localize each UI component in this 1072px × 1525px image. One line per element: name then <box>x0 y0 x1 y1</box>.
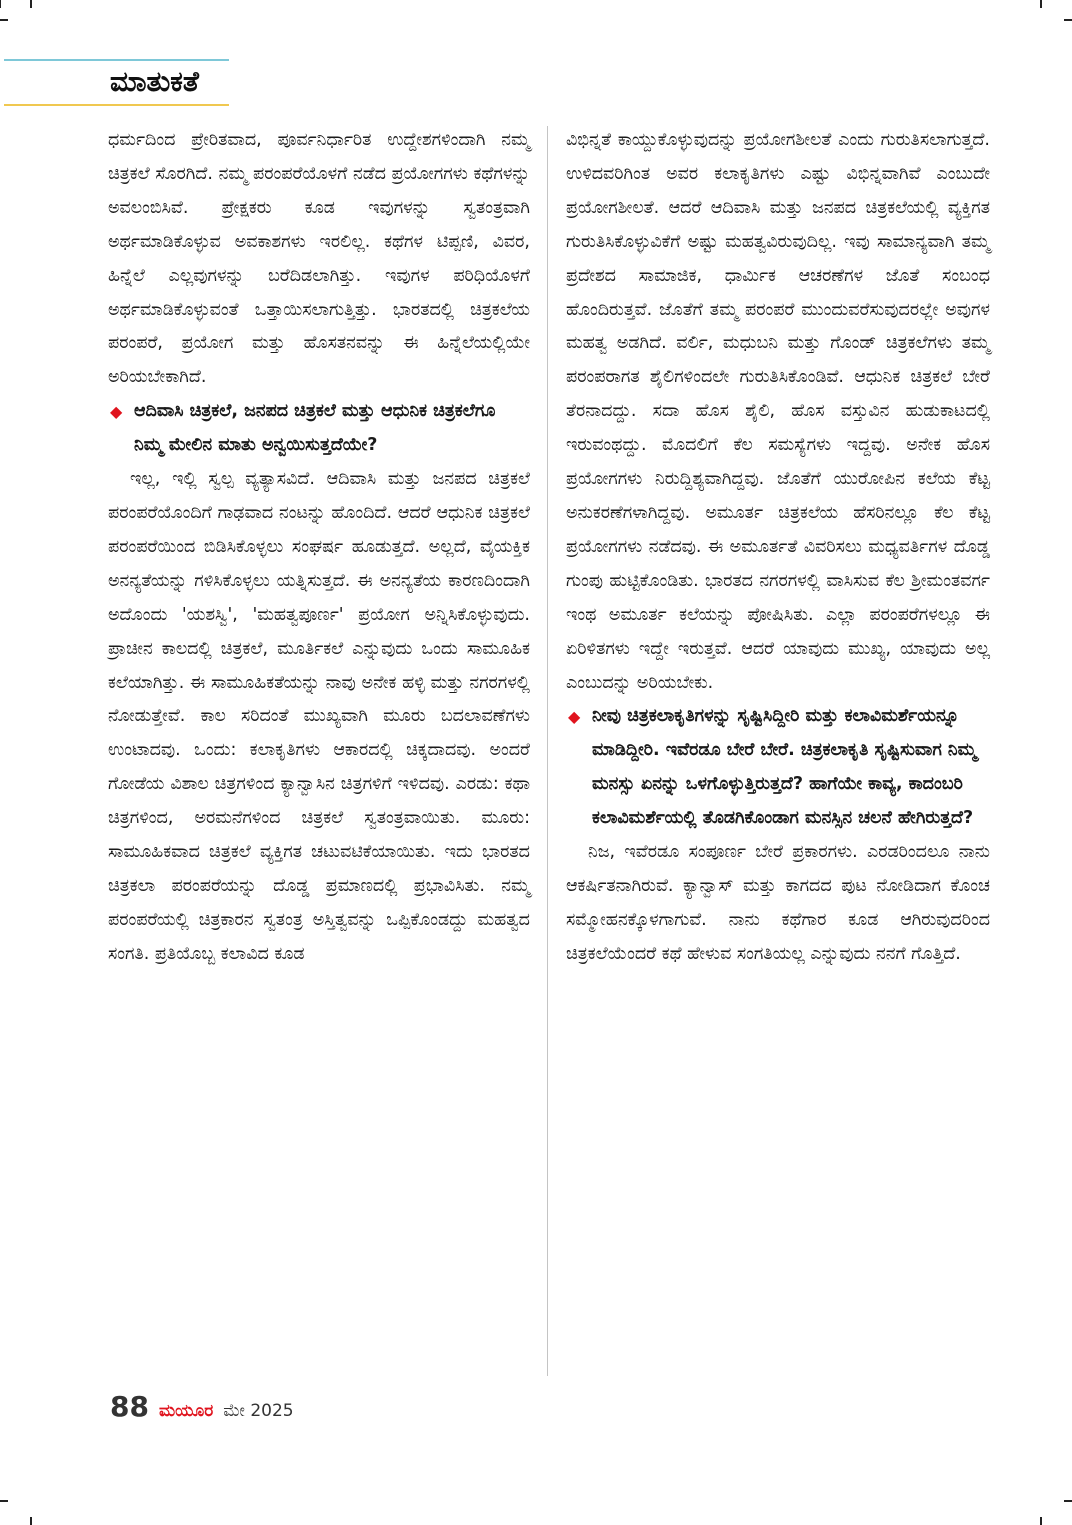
left-paragraph-1: ಧರ್ಮದಿಂದ ಪ್ರೇರಿತವಾದ, ಪೂರ್ವನಿರ್ಧಾರಿತ ಉದ್ದೇಶಗಳಿಂದಾಗಿ ನಮ್ಮ ಚಿತ್ರಕಲೆ ಸೊರಗಿದೆ. ನಮ್ಮ ಪರಂಪರೆಯೊಳಗೆ ನಡೆದ ಪ್ರಯೋಗಗಳು ಕಥೆಗಳನ್ನು ಅವಲಂಬಿಸಿವೆ. ಪ್ರೇಕ್ಷಕರು ಕೂಡ ಇವುಗಳನ್ನು ಸ್ವತಂತ್ರವಾಗಿ ಅರ್ಥಮಾಡಿಕೊಳ್ಳುವ ಅವಕಾಶಗಳು ಇರಲಿಲ್ಲ. ಕಥೆಗಳ ಟಿಪ್ಪಣಿ, ವಿವರ, ಹಿನ್ನೆಲೆ ಎಲ್ಲವುಗಳನ್ನು ಬರೆದಿಡಲಾಗಿತ್ತು. ಇವುಗಳ ಪರಿಧಿಯೊಳಗೆ ಅರ್ಥಮಾಡಿಕೊಳ್ಳುವಂತೆ ಒತ್ತಾಯಿಸಲಾಗುತ್ತಿತ್ತು. ಭಾರತದಲ್ಲಿ ಚಿತ್ರಕಲೆಯ ಪರಂಪರೆ, ಪ್ರಯೋಗ ಮತ್ತು ಹೊಸತನವನ್ನು ಈ ಹಿನ್ನೆಲೆಯಲ್ಲಿಯೇ ಅರಿಯಬೇಕಾಗಿದೆ. <box>108 130 530 388</box>
crop-mark <box>30 1517 32 1525</box>
right-paragraph-1: ವಿಭಿನ್ನತೆ ಕಾಯ್ದುಕೊಳ್ಳುವುದನ್ನು ಪ್ರಯೋಗಶೀಲತೆ ಎಂದು ಗುರುತಿಸಲಾಗುತ್ತದೆ. ಉಳಿದವರಿಗಿಂತ ಅವರ ಕಲಾಕೃತಿಗಳು ಎಷ್ಟು ವಿಭಿನ್ನವಾಗಿವೆ ಎಂಬುದೇ ಪ್ರಯೋಗಶೀಲತೆ. ಆದರೆ ಆದಿವಾಸಿ ಮತ್ತು ಜನಪದ ಚಿತ್ರಕಲೆಯಲ್ಲಿ ವ್ಯಕ್ತಿಗತ ಗುರುತಿಸಿಕೊಳ್ಳುವಿಕೆಗೆ ಅಷ್ಟು ಮಹತ್ವವಿರುವುದಿಲ್ಲ. ಇವು ಸಾಮಾನ್ಯವಾಗಿ ತಮ್ಮ ಪ್ರದೇಶದ ಸಾಮಾಜಿಕ, ಧಾರ್ಮಿಕ ಆಚರಣೆಗಳ ಜೊತೆ ಸಂಬಂಧ ಹೊಂದಿರುತ್ತವೆ. ಜೊತೆಗೆ ತಮ್ಮ ಪರಂಪರೆ ಮುಂದುವರೆಸುವುದರಲ್ಲೇ ಅವುಗಳ ಮಹತ್ವ ಅಡಗಿದೆ. ವರ್ಲಿ, ಮಧುಬನಿ ಮತ್ತು ಗೊಂಡ್ ಚಿತ್ರಕಲೆಗಳು ತಮ್ಮ ಪರಂಪರಾಗತ ಶೈಲಿಗಳಿಂದಲೇ ಗುರುತಿಸಿಕೊಂಡಿವೆ. ಆಧುನಿಕ ಚಿತ್ರಕಲೆ ಬೇರೆ ತೆರನಾದದ್ದು. ಸದಾ ಹೊಸ ಶೈಲಿ, ಹೊಸ ವಸ್ತುವಿನ ಹುಡುಕಾಟದಲ್ಲಿ ಇರುವಂಥದ್ದು. ಮೊದಲಿಗೆ ಕೆಲ ಸಮಸ್ಯೆಗಳು ಇದ್ದವು. ಅನೇಕ ಹೊಸ ಪ್ರಯೋಗಗಳು ನಿರುದ್ದಿಶ್ಯವಾಗಿದ್ದವು. ಜೊತೆಗೆ ಯುರೋಪಿನ ಕಲೆಯ ಕೆಟ್ಟ ಅನುಕರಣೆಗಳಾಗಿದ್ದವು. ಅಮೂರ್ತ ಚಿತ್ರಕಲೆಯ ಹೆಸರಿನಲ್ಲೂ ಕೆಲ ಕೆಟ್ಟ ಪ್ರಯೋಗಗಳು ನಡೆದವು. ಈ ಅಮೂರ್ತತೆ ವಿವರಿಸಲು ಮಧ್ಯವರ್ತಿಗಳ ದೊಡ್ಡ ಗುಂಪು ಹುಟ್ಟಿಕೊಂಡಿತು. ಭಾರತದ ನಗರಗಳಲ್ಲಿ ವಾಸಿಸುವ ಕೆಲ ಶ್ರೀಮಂತವರ್ಗ ಇಂಥ ಅಮೂರ್ತ ಕಲೆಯನ್ನು ಪೋಷಿಸಿತು. ಎಲ್ಲಾ ಪರಂಪರೆಗಳಲ್ಲೂ ಈ ಏರಿಳಿತಗಳು ಇದ್ದೇ ಇರುತ್ತವೆ. ಆದರೆ ಯಾವುದು ಮುಖ್ಯ, ಯಾವುದು ಅಲ್ಲ ಎಂಬುದನ್ನು ಅರಿಯಬೇಕು. <box>566 130 990 693</box>
crop-mark <box>1064 19 1072 21</box>
magazine-logo: ಮಯೂರ <box>158 1401 214 1421</box>
crop-mark <box>1040 0 1042 8</box>
diamond-bullet-icon: ◆ <box>110 402 123 422</box>
left-paragraph-2: ಇಲ್ಲ, ಇಲ್ಲಿ ಸ್ವಲ್ಪ ವ್ಯತ್ಯಾಸವಿದೆ. ಆದಿವಾಸಿ ಮತ್ತು ಜನಪದ ಚಿತ್ರಕಲೆ ಪರಂಪರೆಯೊಂದಿಗೆ ಗಾಢವಾದ ನಂಟನ್ನು ಹೊಂದಿದೆ. ಆದರೆ ಆಧುನಿಕ ಚಿತ್ರಕಲೆ ಪರಂಪರೆಯಿಂದ ಬಿಡಿಸಿಕೊಳ್ಳಲು ಸಂಘರ್ಷ ಹೂಡುತ್ತದೆ. ಅಲ್ಲದೆ, ವೈಯಕ್ತಿಕ ಅನನ್ಯತೆಯನ್ನು ಗಳಿಸಿಕೊಳ್ಳಲು ಯತ್ನಿಸುತ್ತದೆ. ಈ ಅನನ್ಯತೆಯ ಕಾರಣದಿಂದಾಗಿ ಅದೊಂದು 'ಯಶಸ್ವಿ', 'ಮಹತ್ವಪೂರ್ಣ' ಪ್ರಯೋಗ ಅನ್ನಿಸಿಕೊಳ್ಳುವುದು. ಪ್ರಾಚೀನ ಕಾಲದಲ್ಲಿ ಚಿತ್ರಕಲೆ, ಮೂರ್ತಿಕಲೆ ಎನ್ನುವುದು ಒಂದು ಸಾಮೂಹಿಕ ಕಲೆಯಾಗಿತ್ತು. ಈ ಸಾಮೂಹಿಕತೆಯನ್ನು ನಾವು ಅನೇಕ ಹಳ್ಳಿ ಮತ್ತು ನಗರಗಳಲ್ಲಿ ನೋಡುತ್ತೇವೆ. ಕಾಲ ಸರಿದಂತೆ ಮುಖ್ಯವಾಗಿ ಮೂರು ಬದಲಾವಣೆಗಳು ಉಂಟಾದವು. ಒಂದು: ಕಲಾಕೃತಿಗಳು ಆಕಾರದಲ್ಲಿ ಚಿಕ್ಕದಾದವು. ಅಂದರೆ ಗೋಡೆಯ ವಿಶಾಲ ಚಿತ್ರಗಳಿಂದ ಕ್ಯಾನ್ವಾಸಿನ ಚಿತ್ರಗಳಿಗೆ ಇಳಿದವು. ಎರಡು: ಕಥಾ ಚಿತ್ರಗಳಿಂದ, ಅರಮನೆಗಳಿಂದ ಚಿತ್ರಕಲೆ ಸ್ವತಂತ್ರವಾಯಿತು. ಮೂರು: ಸಾಮೂಹಿಕವಾದ ಚಿತ್ರಕಲೆ ವ್ಯಕ್ತಿಗತ ಚಟುವಟಿಕೆಯಾಯಿತು. ಇದು ಭಾರತದ ಚಿತ್ರಕಲಾ ಪರಂಪರೆಯನ್ನು ದೊಡ್ಡ ಪ್ರಮಾಣದಲ್ಲಿ ಪ್ರಭಾವಿಸಿತು. ನಮ್ಮ ಪರಂಪರೆಯಲ್ಲಿ ಚಿತ್ರಕಾರನ ಸ್ವತಂತ್ರ ಅಸ್ತಿತ್ವವನ್ನು ಒಪ್ಪಿಕೊಂಡದ್ದು ಮಹತ್ವದ ಸಂಗತಿ. ಪ್ರತಿಯೊಬ್ಬ ಕಲಾವಿದ ಕೂಡ <box>108 469 530 964</box>
issue-date: ಮೇ 2025 <box>223 1401 294 1421</box>
header-bottom-rule <box>4 104 229 106</box>
left-question <box>108 395 530 463</box>
header-top-rule <box>4 59 229 61</box>
crop-mark <box>0 0 1 8</box>
right-question-text: ನೀವು ಚಿತ್ರಕಲಾಕೃತಿಗಳನ್ನು ಸೃಷ್ಟಿಸಿದ್ದೀರಿ ಮತ್ತು ಕಲಾವಿಮರ್ಶೆಯನ್ನೂ ಮಾಡಿದ್ದೀರಿ. ಇವೆರಡೂ ಬೇರೆ ಬೇರೆ. ಚಿತ್ರಕಲಾಕೃತಿ ಸೃಷ್ಟಿಸುವಾಗ ನಿಮ್ಮ ಮನಸ್ಸು ಏನನ್ನು ಒಳಗೊಳ್ಳುತ್ತಿರುತ್ತದೆ? ಹಾಗೆಯೇ ಕಾವ್ಯ, ಕಾದಂಬರಿ ಕಲಾವಿಮರ್ಶೆಯಲ್ಲಿ ತೊಡಗಿಕೊಂಡಾಗ ಮನಸ್ಸಿನ ಚಲನೆ ಹೇಗಿರುತ್ತದೆ? <box>592 706 977 829</box>
crop-mark <box>1064 1500 1072 1502</box>
section-title: ಮಾತುಕತೆ <box>110 65 199 98</box>
diamond-bullet-icon: ◆ <box>568 707 581 727</box>
crop-mark <box>0 1500 8 1502</box>
column-divider <box>547 126 548 1376</box>
page-number: 88 <box>110 1390 149 1423</box>
left-column <box>108 124 530 972</box>
right-paragraph-2: ನಿಜ, ಇವೆರಡೂ ಸಂಪೂರ್ಣ ಬೇರೆ ಪ್ರಕಾರಗಳು. ಎರಡರಿಂದಲೂ ನಾನು ಆಕರ್ಷಿತನಾಗಿರುವೆ. ಕ್ಯಾನ್ವಾಸ್ ಮತ್ತು ಕಾಗದದ ಪುಟ ನೋಡಿದಾಗ ಕೊಂಚ ಸಮ್ಮೋಹನಕ್ಕೊಳಗಾಗುವೆ. ನಾನು ಕಥೆಗಾರ ಕೂಡ ಆಗಿರುವುದರಿಂದ ಚಿತ್ರಕಲೆಯೆಂದರೆ ಕಥೆ ಹೇಳುವ ಸಂಗತಿಯಲ್ಲ ಎನ್ನುವುದು ನನಗೆ ಗೊತ್ತಿದೆ. <box>566 842 990 964</box>
crop-mark <box>0 19 8 21</box>
crop-mark <box>1040 1517 1042 1525</box>
right-column <box>566 124 990 972</box>
right-question <box>566 700 990 836</box>
page-footer <box>110 1390 294 1430</box>
left-question-text: ಆದಿವಾಸಿ ಚಿತ್ರಕಲೆ, ಜನಪದ ಚಿತ್ರಕಲೆ ಮತ್ತು ಆಧುನಿಕ ಚಿತ್ರಕಲೆಗೂ ನಿಮ್ಮ ಮೇಲಿನ ಮಾತು ಅನ್ವಯಿಸುತ್ತದೆಯೇ? <box>134 401 496 456</box>
crop-mark <box>30 0 32 8</box>
